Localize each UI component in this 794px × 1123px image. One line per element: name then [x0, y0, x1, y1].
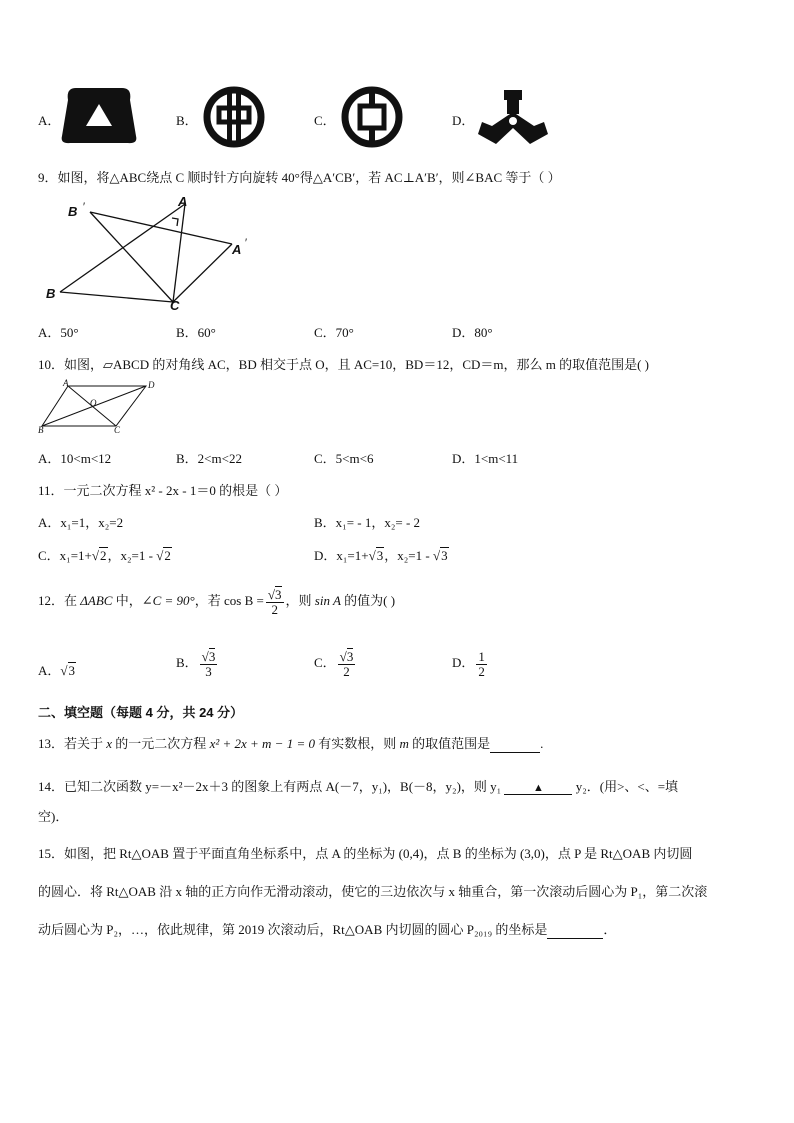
q12-option-d: [452, 650, 489, 678]
q12-option-b-frac: $\frac{√3}{3}$: [201, 649, 216, 679]
q15-line3-text: 动后圆心为 P₂，…，依此规律，第 2019 次滚动后，Rt△OAB 内切圆的圆心 P₂₀₁₉ 的坐标是: [38, 922, 548, 937]
q11-option-c-rad2: 2: [164, 548, 171, 563]
q13-answer-blank[interactable]: [490, 736, 540, 753]
q11-option-a: A．x₁=1，x₂=2: [38, 515, 124, 530]
q12-sin: sin A: [314, 593, 341, 609]
q11-option-c-prefix: C．x₁=1+: [38, 548, 92, 563]
q14-line2: 空)．: [38, 809, 69, 824]
q12-angle: ∠C = 90°: [141, 593, 195, 609]
q9-option-d: D．80°: [452, 325, 493, 340]
q8-logo-c: [340, 86, 404, 148]
q9-prime-2: ′: [245, 237, 248, 249]
q8-logo-a: [60, 86, 138, 144]
q15-period: ．: [603, 922, 617, 937]
q8-option-a-label: A．: [38, 113, 61, 128]
q8-logo-b: [202, 86, 266, 148]
q12-cos-fraction: $\frac{√3}{2}$: [267, 587, 282, 617]
q12-option-a-label: A．: [38, 663, 61, 678]
q13-stem: [38, 733, 543, 753]
q11-option-c: [38, 545, 172, 564]
q9-prime-1: ′: [83, 201, 86, 213]
q12-option-c-label: C．: [314, 655, 336, 671]
q12-stem-prefix: 12．在: [38, 593, 81, 609]
q12-cos-num: 3: [275, 587, 282, 602]
q11-option-d-sqrt1: √3: [368, 548, 384, 563]
q12-option-b-rad: 3: [208, 649, 216, 664]
q10-label-d: D: [148, 380, 155, 390]
q10-option-c: C．5<m<6: [314, 451, 374, 466]
q9-option-c: C．70°: [314, 325, 354, 340]
q12-stem-mid1: 中，: [112, 593, 142, 609]
q12-option-d-frac: [476, 650, 487, 678]
q8-option-c-label: C．: [314, 113, 336, 128]
q12-cos-den: 2: [271, 601, 278, 617]
q10-option-a: A．10<m<12: [38, 451, 112, 466]
q8-option-b-label: B．: [176, 113, 198, 128]
q13-end: 的取值范围是: [408, 736, 491, 751]
q9-option-a: A．50°: [38, 325, 79, 340]
q14-line1: [38, 776, 678, 795]
q11-option-d-mid: ，x₂=1 -: [384, 548, 433, 563]
q12-stem: [38, 588, 395, 616]
q14-line1-prefix: 14．已知二次函数 y=－x²－2x＋3 的图象上有两点 A(－7，y₁)，B(－8，y₂)，则 y₁: [38, 779, 505, 794]
q12-option-c: [314, 650, 357, 678]
q12-option-b-label: B．: [176, 655, 198, 671]
q11-option-b: B．x₁= - 1，x₂= - 2: [314, 515, 421, 530]
q9-label-b-prime: B: [68, 204, 78, 219]
q9-label-b: B: [46, 286, 56, 301]
q15-answer-blank[interactable]: [547, 922, 603, 939]
q9-figure: [40, 192, 260, 314]
q10-figure: [38, 378, 158, 434]
q12-option-b-den: 3: [205, 663, 212, 679]
q8-logo-d: [478, 88, 548, 146]
q12-option-b: [176, 650, 219, 678]
q15-line1: 15．如图，把 Rt△OAB 置于平面直角坐标系中，点 A 的坐标为 (0,4)，点 B 的坐标为 (3,0)，点 P 是 Rt△OAB 内切圆: [38, 846, 693, 861]
q13-var-m: m: [399, 736, 409, 751]
q10-label-o: O: [90, 398, 97, 408]
q12-option-d-label: D．: [452, 655, 475, 671]
q12-cos: cos B =: [224, 593, 264, 609]
q9-option-b: B．60°: [176, 325, 216, 340]
q8-option-d-label: D．: [452, 113, 475, 128]
q13-equation: x² + 2x + m − 1 = 0: [209, 736, 315, 751]
q13-period: .: [540, 736, 544, 751]
q11-stem: 11．一元二次方程 x² - 2x - 1＝0 的根是（ ）: [38, 483, 288, 498]
q10-label-a: A: [63, 378, 69, 388]
q11-option-c-mid: ，x₂=1 -: [107, 548, 157, 563]
q9-label-a: A: [178, 194, 188, 209]
q11-option-c-sqrt2: √2: [156, 548, 171, 563]
q12-option-c-frac: $\frac{√3}{2}$: [339, 649, 354, 679]
q11-option-d-sqrt2: √3: [432, 548, 448, 563]
q11-option-d: [314, 545, 449, 564]
q10-label-b: B: [38, 425, 44, 435]
q14-triangle-marker: ▲: [533, 782, 544, 794]
q10-option-b: B．2<m<22: [176, 451, 242, 466]
q10-stem: 10．如图，▱ABCD 的对角线 AC，BD 相交于点 O，且 AC=10，BD＝12，CD＝m，那么 m 的取值范围是( ): [38, 357, 650, 372]
q14-line1-end: y₂．(用>、<、=填: [572, 779, 679, 794]
q13-prefix: 13．若关于: [38, 736, 107, 751]
q12-option-c-rad: 3: [346, 649, 354, 664]
q11-option-d-prefix: D．x₁=1+: [314, 548, 369, 563]
q12-stem-mid2: ，若: [194, 593, 225, 609]
q10-option-d: D．1<m<11: [452, 451, 519, 466]
q12-stem-end: 的值为( ): [340, 593, 396, 609]
q14-answer-blank[interactable]: [504, 782, 572, 795]
q13-var-x: x: [106, 736, 113, 751]
q9-label-c: C: [170, 298, 180, 313]
q12-option-a: [38, 660, 76, 679]
q12-option-a-rad: 3: [68, 663, 76, 678]
q12-option-a-sqrt: √3: [60, 663, 76, 678]
q12-stem-mid3: ，则: [285, 593, 315, 609]
q15-line2: 的圆心．将 Rt△OAB 沿 x 轴的正方向作无滑动滚动，使它的三边依次与 x 轴重合，第一次滚动后圆心为 P₁，第二次滚: [38, 884, 708, 899]
q11-option-d-rad1: 3: [376, 548, 384, 563]
q13-mid: 的一元二次方程: [112, 736, 210, 751]
q11-option-c-sqrt1: √2: [91, 548, 107, 563]
section2-title: 二、填空题（每题 4 分，共 24 分）: [38, 705, 244, 720]
q15-line3: [38, 919, 616, 939]
q9-label-a-prime: A: [232, 242, 242, 257]
q12-option-c-den: 2: [343, 663, 350, 679]
q12-option-d-den: 2: [478, 663, 485, 679]
q13-mid2: 有实数根，则: [314, 736, 400, 751]
q11-option-c-rad1: 2: [100, 548, 107, 563]
q10-label-c: C: [114, 425, 121, 435]
q9-stem: 9．如图，将△ABC绕点 C 顺时针方向旋转 40°得△A′CB′，若 AC⊥A′B′，则∠BAC 等于（ ）: [38, 170, 561, 185]
q11-option-d-rad2: 3: [441, 548, 448, 563]
q12-option-d-num: 1: [478, 649, 485, 664]
q12-triangle: ΔABC: [80, 593, 113, 609]
